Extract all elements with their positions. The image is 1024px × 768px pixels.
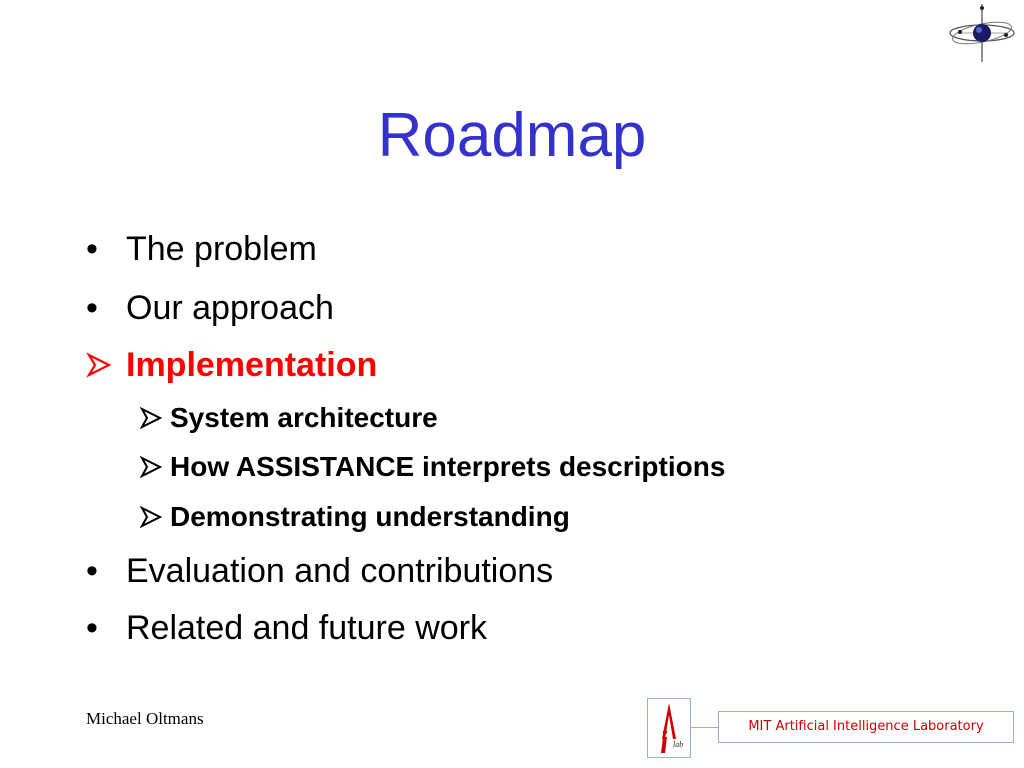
bullet-item-implementation xyxy=(86,346,377,385)
sub-bullet-how-assistance xyxy=(140,451,725,483)
bullet-text: Related and future work xyxy=(126,609,487,647)
arrow-bullet-icon xyxy=(140,402,170,434)
atom-icon xyxy=(946,2,1018,64)
arrow-bullet-icon xyxy=(140,451,170,483)
sub-bullet-text: Demonstrating understanding xyxy=(170,501,570,532)
bullet-icon: • xyxy=(86,230,98,268)
ai-lab-logo-icon xyxy=(647,698,691,758)
bullet-text: The problem xyxy=(126,230,317,268)
logo-connector-line xyxy=(690,727,718,728)
bullet-text: Implementation xyxy=(126,346,378,384)
sub-bullet-system-architecture xyxy=(140,402,438,434)
sub-bullet-text: How ASSISTANCE interprets descriptions xyxy=(170,451,726,482)
arrow-bullet-icon xyxy=(140,501,170,533)
arrow-bullet-icon xyxy=(86,346,126,385)
bullet-icon: • xyxy=(86,552,98,590)
bullet-item-the-problem xyxy=(86,230,317,269)
bullet-text: Evaluation and contributions xyxy=(126,552,554,590)
lab-name-box: MIT Artificial Intelligence Laboratory xyxy=(718,711,1014,743)
bullet-text: Our approach xyxy=(126,289,334,327)
bullet-icon: • xyxy=(86,289,98,327)
sub-bullet-text: System architecture xyxy=(170,402,438,433)
bullet-item-evaluation xyxy=(86,552,553,591)
bullet-item-related-future-work xyxy=(86,609,487,648)
footer-author: Michael Oltmans xyxy=(86,709,204,728)
slide-title: Roadmap xyxy=(377,101,647,170)
bullet-icon: • xyxy=(86,609,98,647)
sub-bullet-demonstrating xyxy=(140,501,570,533)
lab-logo-text: lab xyxy=(673,740,684,749)
bullet-item-our-approach xyxy=(86,289,334,328)
